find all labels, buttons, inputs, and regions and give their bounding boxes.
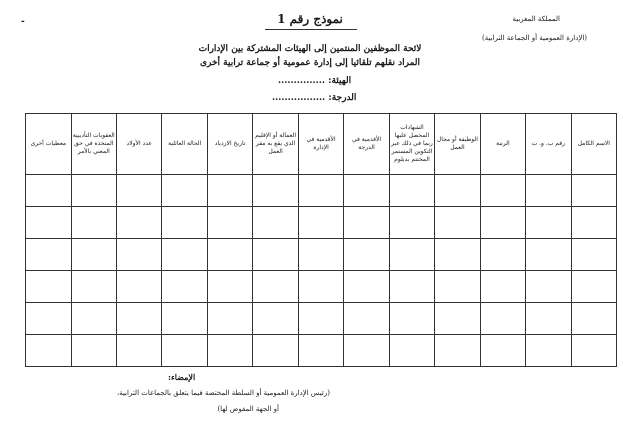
- table-cell[interactable]: [571, 239, 616, 271]
- table-header-row: [26, 114, 617, 175]
- table-cell[interactable]: [389, 207, 434, 239]
- column-header: الشهادات المحصل عليها ربما في ذلك عبر التكوين المستمر المختتم بدبلوم: [389, 114, 434, 175]
- grade-field: الدرجة: .................: [272, 93, 357, 103]
- table-cell[interactable]: [253, 335, 298, 367]
- table-cell[interactable]: [253, 303, 298, 335]
- table-cell[interactable]: [26, 303, 72, 335]
- column-header: العمالة أو الإقليم الذي يقع به مقر العمل: [253, 114, 298, 175]
- table-cell[interactable]: [253, 271, 298, 303]
- table-cell[interactable]: [162, 271, 207, 303]
- corner-mark: -: [21, 17, 25, 27]
- table-cell[interactable]: [117, 335, 162, 367]
- table-cell[interactable]: [571, 303, 616, 335]
- table-cell[interactable]: [435, 335, 480, 367]
- signature-label: الإمضاء:: [168, 372, 196, 382]
- heading-line-1: لائحة الموظفين المنتمين إلى الهيئات المشتركة بين الإدارات: [198, 44, 422, 54]
- column-header: الأقدمية في الإدارة: [298, 114, 343, 175]
- table-cell[interactable]: [71, 175, 116, 207]
- table-cell[interactable]: [571, 271, 616, 303]
- column-header: عدد الأولاد: [117, 114, 162, 175]
- table-cell[interactable]: [435, 175, 480, 207]
- column-header: الحالة العائلية: [162, 114, 207, 175]
- table-cell[interactable]: [435, 303, 480, 335]
- table-cell[interactable]: [253, 207, 298, 239]
- table-cell[interactable]: [117, 175, 162, 207]
- column-header: الرتبة: [480, 114, 525, 175]
- table-row: [26, 239, 617, 271]
- table-cell[interactable]: [344, 335, 389, 367]
- table-cell[interactable]: [526, 239, 571, 271]
- table-cell[interactable]: [162, 335, 207, 367]
- table-cell[interactable]: [571, 175, 616, 207]
- table-cell[interactable]: [71, 271, 116, 303]
- table-cell[interactable]: [389, 335, 434, 367]
- form-title: نموذج رقم 1: [277, 12, 343, 26]
- table-cell[interactable]: [389, 271, 434, 303]
- column-header: معطيات أخرى: [26, 114, 72, 175]
- table-cell[interactable]: [480, 335, 525, 367]
- table-cell[interactable]: [480, 271, 525, 303]
- table-cell[interactable]: [26, 335, 72, 367]
- table-cell[interactable]: [298, 303, 343, 335]
- heading-line-2: المراد نقلهم تلقائيا إلى إدارة عمومية أو جماعة ترابية أخرى: [199, 58, 421, 68]
- table-cell[interactable]: [207, 207, 252, 239]
- table-row: [26, 207, 617, 239]
- table-cell[interactable]: [389, 175, 434, 207]
- table-cell[interactable]: [298, 239, 343, 271]
- title-underline: [265, 29, 357, 30]
- table-cell[interactable]: [207, 239, 252, 271]
- table-cell[interactable]: [71, 207, 116, 239]
- table-cell[interactable]: [162, 207, 207, 239]
- column-header: الأقدمية في الدرجة: [344, 114, 389, 175]
- table-cell[interactable]: [253, 239, 298, 271]
- signature-line-1: (رئيس الإدارة العمومية أو السلطة المختصة فيما يتعلق بالجماعات الترابية،: [116, 389, 330, 397]
- table-cell[interactable]: [207, 303, 252, 335]
- table-cell[interactable]: [389, 239, 434, 271]
- table-cell[interactable]: [298, 175, 343, 207]
- table-cell[interactable]: [298, 271, 343, 303]
- employees-table: [25, 113, 617, 367]
- administration-label: (الإدارة العمومية أو الجماعة الترابية): [482, 34, 587, 42]
- table-cell[interactable]: [26, 271, 72, 303]
- table-cell[interactable]: [71, 303, 116, 335]
- table-cell[interactable]: [207, 271, 252, 303]
- table-cell[interactable]: [526, 335, 571, 367]
- kingdom-label: المملكة المغربية: [512, 15, 560, 23]
- table-cell[interactable]: [526, 207, 571, 239]
- table-cell[interactable]: [71, 335, 116, 367]
- column-header: الاسم الكامل: [571, 114, 616, 175]
- table-cell[interactable]: [435, 271, 480, 303]
- table-cell[interactable]: [117, 271, 162, 303]
- signature-line-2: أو الجهة المفوض لها): [217, 405, 279, 413]
- column-header: رقم ب. و. ت: [526, 114, 571, 175]
- table-cell[interactable]: [435, 207, 480, 239]
- table-cell[interactable]: [207, 335, 252, 367]
- table-cell[interactable]: [480, 239, 525, 271]
- column-header: تاريخ الازدياد: [207, 114, 252, 175]
- table-cell[interactable]: [389, 303, 434, 335]
- table-cell[interactable]: [117, 207, 162, 239]
- table-row: [26, 303, 617, 335]
- table-cell[interactable]: [117, 239, 162, 271]
- table-cell[interactable]: [117, 303, 162, 335]
- table-cell[interactable]: [344, 271, 389, 303]
- table-cell[interactable]: [26, 239, 72, 271]
- table-cell[interactable]: [526, 271, 571, 303]
- table-cell[interactable]: [526, 175, 571, 207]
- table-cell[interactable]: [480, 303, 525, 335]
- table-cell[interactable]: [344, 303, 389, 335]
- table-cell[interactable]: [571, 335, 616, 367]
- table-cell[interactable]: [344, 175, 389, 207]
- table-cell[interactable]: [344, 239, 389, 271]
- table-row: [26, 175, 617, 207]
- table-cell[interactable]: [298, 335, 343, 367]
- column-header: الوظيفة أو مجال العمل: [435, 114, 480, 175]
- table-cell[interactable]: [253, 175, 298, 207]
- body-field: الهيئة: ...............: [278, 76, 352, 86]
- table-cell[interactable]: [480, 207, 525, 239]
- table-cell[interactable]: [26, 175, 72, 207]
- table-cell[interactable]: [435, 239, 480, 271]
- column-header: العقوبات التأديبية المتخذة في حق المعني بالأمر: [71, 114, 116, 175]
- table-cell[interactable]: [162, 303, 207, 335]
- table-cell[interactable]: [526, 303, 571, 335]
- table-cell[interactable]: [162, 175, 207, 207]
- table-cell[interactable]: [571, 207, 616, 239]
- table-cell[interactable]: [207, 175, 252, 207]
- table-row: [26, 335, 617, 367]
- table-cell[interactable]: [71, 239, 116, 271]
- table-cell[interactable]: [162, 239, 207, 271]
- table-body: [26, 175, 617, 367]
- table-cell[interactable]: [298, 207, 343, 239]
- table-row: [26, 271, 617, 303]
- table-cell[interactable]: [26, 207, 72, 239]
- table-cell[interactable]: [344, 207, 389, 239]
- table-cell[interactable]: [480, 175, 525, 207]
